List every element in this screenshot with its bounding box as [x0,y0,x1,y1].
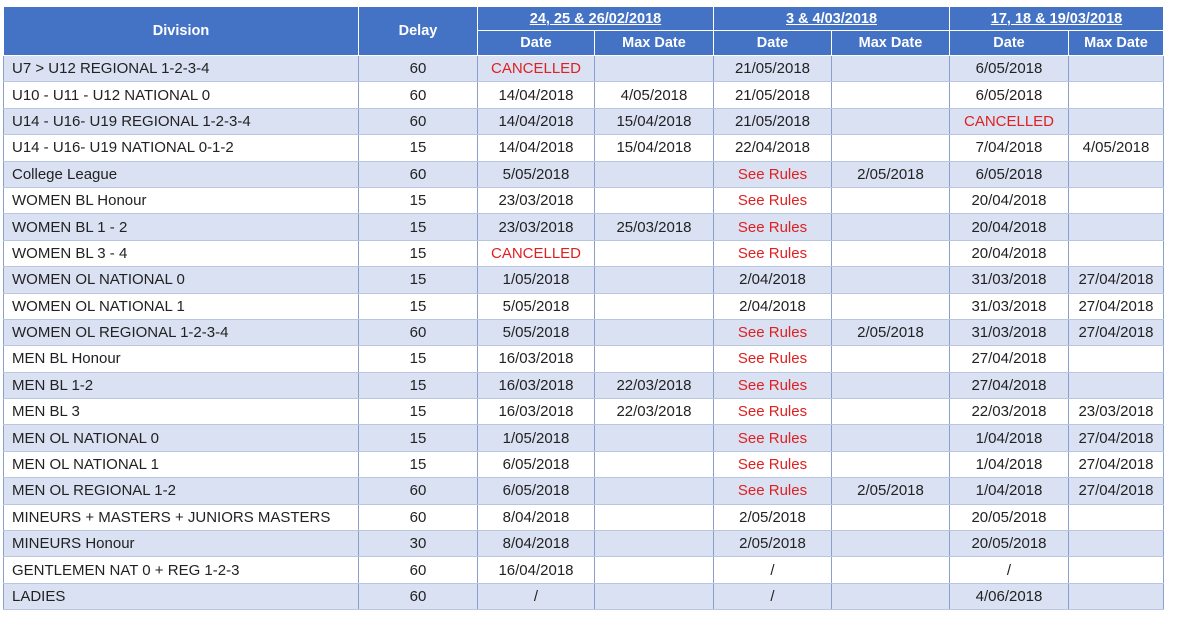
table-row [4,399,1164,425]
cell-max-date-2 [832,267,950,293]
cell-delay: 15 [359,399,478,425]
table-row [4,293,1164,319]
cell-max-date-3: 27/04/2018 [1069,451,1164,477]
cell-date-2: 2/04/2018 [714,293,832,319]
header-date-2: Date [714,31,832,56]
cell-max-date-2 [832,56,950,82]
cell-max-date-2: 2/05/2018 [832,478,950,504]
table-row [4,319,1164,345]
cell-delay: 15 [359,214,478,240]
cell-date-3: 1/04/2018 [950,451,1069,477]
table-row [4,214,1164,240]
cell-date-3: 7/04/2018 [950,135,1069,161]
cell-max-date-1 [595,425,714,451]
cell-max-date-1 [595,531,714,557]
cell-max-date-3 [1069,161,1164,187]
cell-delay: 60 [359,319,478,345]
cell-max-date-3: 27/04/2018 [1069,293,1164,319]
cell-max-date-2: 2/05/2018 [832,161,950,187]
header-max-date-2: Max Date [832,31,950,56]
cell-delay: 15 [359,135,478,161]
cell-max-date-2 [832,82,950,108]
cell-max-date-2 [832,108,950,134]
cell-date-1: CANCELLED [478,240,595,266]
table-row [4,451,1164,477]
cell-max-date-2 [832,240,950,266]
cell-date-3: / [950,557,1069,583]
cell-max-date-3: 27/04/2018 [1069,478,1164,504]
cell-max-date-3: 27/04/2018 [1069,319,1164,345]
cell-date-1: 8/04/2018 [478,531,595,557]
cell-max-date-2 [832,504,950,530]
cell-max-date-3 [1069,187,1164,213]
cell-division: College League [4,161,359,187]
cell-max-date-2 [832,372,950,398]
cell-date-3: 31/03/2018 [950,319,1069,345]
cell-max-date-2 [832,214,950,240]
schedule-table-wrapper [3,6,1164,610]
cell-max-date-1 [595,557,714,583]
table-row [4,161,1164,187]
cell-date-1: 14/04/2018 [478,82,595,108]
cell-date-1: 16/03/2018 [478,399,595,425]
cell-date-3: 31/03/2018 [950,267,1069,293]
cell-max-date-3 [1069,531,1164,557]
table-row [4,108,1164,134]
table-row [4,240,1164,266]
cell-date-3: 27/04/2018 [950,346,1069,372]
cell-division: MEN OL NATIONAL 1 [4,451,359,477]
cell-max-date-2: 2/05/2018 [832,319,950,345]
cell-max-date-1: 15/04/2018 [595,135,714,161]
cell-date-2: / [714,583,832,609]
cell-delay: 60 [359,583,478,609]
cell-max-date-3 [1069,372,1164,398]
cell-date-2: See Rules [714,425,832,451]
cell-date-3: 20/05/2018 [950,531,1069,557]
cell-division: MEN BL Honour [4,346,359,372]
cell-max-date-3 [1069,583,1164,609]
cell-date-2: See Rules [714,372,832,398]
cell-max-date-1: 22/03/2018 [595,399,714,425]
cell-max-date-1 [595,187,714,213]
cell-date-2: See Rules [714,161,832,187]
cell-date-3: 6/05/2018 [950,82,1069,108]
cell-date-1: 14/04/2018 [478,135,595,161]
table-row [4,187,1164,213]
cell-date-1: 1/05/2018 [478,267,595,293]
table-row [4,267,1164,293]
cell-date-3: 6/05/2018 [950,56,1069,82]
cell-max-date-1: 4/05/2018 [595,82,714,108]
table-body [4,56,1164,610]
cell-date-1: CANCELLED [478,56,595,82]
cell-division: WOMEN BL 1 - 2 [4,214,359,240]
cell-max-date-3 [1069,108,1164,134]
cell-delay: 60 [359,108,478,134]
schedule-table [3,6,1164,610]
cell-division: MINEURS Honour [4,531,359,557]
cell-max-date-1 [595,583,714,609]
header-date-3: Date [950,31,1069,56]
cell-date-3: 22/03/2018 [950,399,1069,425]
header-max-date-3: Max Date [1069,31,1164,56]
table-header [4,7,1164,56]
cell-division: WOMEN OL NATIONAL 1 [4,293,359,319]
cell-delay: 60 [359,82,478,108]
cell-date-3: 4/06/2018 [950,583,1069,609]
cell-division: WOMEN BL 3 - 4 [4,240,359,266]
cell-delay: 15 [359,346,478,372]
cell-division: U10 - U11 - U12 NATIONAL 0 [4,82,359,108]
cell-max-date-3: 23/03/2018 [1069,399,1164,425]
cell-max-date-1 [595,56,714,82]
cell-max-date-1 [595,267,714,293]
header-group-2 [714,7,950,31]
cell-max-date-1 [595,478,714,504]
cell-max-date-2 [832,557,950,583]
header-group-3-label: 17, 18 & 19/03/2018 [990,10,1123,27]
cell-division: MINEURS + MASTERS + JUNIORS MASTERS [4,504,359,530]
table-row [4,425,1164,451]
cell-delay: 60 [359,504,478,530]
header-group-1 [478,7,714,31]
cell-max-date-1 [595,346,714,372]
cell-max-date-2 [832,451,950,477]
cell-date-2: 21/05/2018 [714,82,832,108]
cell-max-date-1 [595,319,714,345]
cell-division: WOMEN OL REGIONAL 1-2-3-4 [4,319,359,345]
cell-date-1: 1/05/2018 [478,425,595,451]
cell-date-1: 16/03/2018 [478,346,595,372]
cell-delay: 15 [359,425,478,451]
cell-delay: 60 [359,161,478,187]
table-row [4,583,1164,609]
cell-division: U14 - U16- U19 NATIONAL 0-1-2 [4,135,359,161]
cell-max-date-3 [1069,240,1164,266]
cell-max-date-3: 4/05/2018 [1069,135,1164,161]
cell-max-date-3 [1069,557,1164,583]
cell-division: MEN OL REGIONAL 1-2 [4,478,359,504]
cell-max-date-2 [832,583,950,609]
table-row [4,346,1164,372]
table-row [4,82,1164,108]
cell-date-1: 16/03/2018 [478,372,595,398]
cell-date-3: 1/04/2018 [950,478,1069,504]
cell-division: GENTLEMEN NAT 0 + REG 1-2-3 [4,557,359,583]
cell-date-3: 31/03/2018 [950,293,1069,319]
cell-max-date-3 [1069,346,1164,372]
cell-max-date-3 [1069,82,1164,108]
cell-date-1: / [478,583,595,609]
cell-date-2: See Rules [714,214,832,240]
cell-date-2: See Rules [714,187,832,213]
cell-max-date-1: 15/04/2018 [595,108,714,134]
cell-date-3: 20/05/2018 [950,504,1069,530]
table-row [4,372,1164,398]
header-group-2-label: 3 & 4/03/2018 [785,10,878,27]
cell-max-date-3: 27/04/2018 [1069,267,1164,293]
cell-date-2: See Rules [714,478,832,504]
cell-date-3: 20/04/2018 [950,240,1069,266]
cell-division: WOMEN BL Honour [4,187,359,213]
table-row [4,504,1164,530]
cell-max-date-3: 27/04/2018 [1069,425,1164,451]
cell-date-1: 23/03/2018 [478,187,595,213]
cell-date-2: See Rules [714,319,832,345]
cell-date-1: 23/03/2018 [478,214,595,240]
cell-delay: 15 [359,451,478,477]
cell-max-date-2 [832,399,950,425]
cell-date-1: 5/05/2018 [478,319,595,345]
cell-max-date-2 [832,531,950,557]
cell-date-2: See Rules [714,451,832,477]
cell-division: MEN BL 3 [4,399,359,425]
cell-date-2: 2/04/2018 [714,267,832,293]
cell-date-2: 21/05/2018 [714,56,832,82]
cell-max-date-2 [832,187,950,213]
cell-delay: 15 [359,267,478,293]
cell-date-1: 16/04/2018 [478,557,595,583]
cell-delay: 15 [359,293,478,319]
cell-date-2: 2/05/2018 [714,504,832,530]
cell-date-2: 2/05/2018 [714,531,832,557]
cell-division: LADIES [4,583,359,609]
cell-date-3: 20/04/2018 [950,214,1069,240]
cell-max-date-1 [595,451,714,477]
cell-date-3: 6/05/2018 [950,161,1069,187]
cell-date-1: 5/05/2018 [478,293,595,319]
cell-division: U14 - U16- U19 REGIONAL 1-2-3-4 [4,108,359,134]
cell-date-1: 8/04/2018 [478,504,595,530]
cell-division: U7 > U12 REGIONAL 1-2-3-4 [4,56,359,82]
cell-date-2: See Rules [714,346,832,372]
header-max-date-1: Max Date [595,31,714,56]
cell-delay: 60 [359,557,478,583]
cell-delay: 15 [359,372,478,398]
cell-max-date-1 [595,293,714,319]
cell-date-1: 6/05/2018 [478,478,595,504]
cell-date-2: See Rules [714,240,832,266]
cell-max-date-2 [832,135,950,161]
cell-delay: 30 [359,531,478,557]
cell-date-2: / [714,557,832,583]
cell-delay: 60 [359,478,478,504]
cell-division: MEN BL 1-2 [4,372,359,398]
cell-max-date-2 [832,346,950,372]
header-group-3 [950,7,1164,31]
table-row [4,478,1164,504]
table-row [4,56,1164,82]
cell-max-date-1: 22/03/2018 [595,372,714,398]
cell-date-3: 20/04/2018 [950,187,1069,213]
cell-date-2: 22/04/2018 [714,135,832,161]
cell-max-date-3 [1069,214,1164,240]
cell-date-2: See Rules [714,399,832,425]
cell-max-date-1 [595,504,714,530]
cell-max-date-1: 25/03/2018 [595,214,714,240]
cell-max-date-3 [1069,56,1164,82]
table-row [4,531,1164,557]
cell-delay: 15 [359,240,478,266]
cell-max-date-2 [832,293,950,319]
cell-date-3: 1/04/2018 [950,425,1069,451]
cell-date-1: 6/05/2018 [478,451,595,477]
cell-division: MEN OL NATIONAL 0 [4,425,359,451]
cell-delay: 15 [359,187,478,213]
cell-division: WOMEN OL NATIONAL 0 [4,267,359,293]
table-row [4,557,1164,583]
cell-date-1: 5/05/2018 [478,161,595,187]
table-row [4,135,1164,161]
cell-max-date-1 [595,161,714,187]
cell-date-1: 14/04/2018 [478,108,595,134]
cell-max-date-2 [832,425,950,451]
cell-max-date-1 [595,240,714,266]
cell-date-3: CANCELLED [950,108,1069,134]
header-delay: Delay [359,7,478,56]
header-division: Division [4,7,359,56]
cell-date-2: 21/05/2018 [714,108,832,134]
cell-max-date-3 [1069,504,1164,530]
header-group-1-label: 24, 25 & 26/02/2018 [529,10,662,27]
cell-date-3: 27/04/2018 [950,372,1069,398]
cell-delay: 60 [359,56,478,82]
header-date-1: Date [478,31,595,56]
